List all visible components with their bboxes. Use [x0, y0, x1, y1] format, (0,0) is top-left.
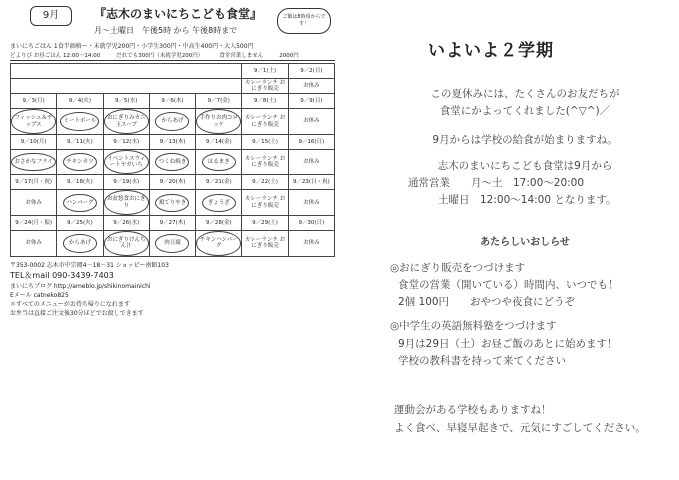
menu-item: はるまき	[202, 153, 236, 171]
menu-item: ミートボール	[60, 112, 99, 130]
email: Eメール catneko825	[10, 291, 69, 299]
price-line: まいにちごはん 1食半価格ー・未就学児200円・小学生300円・中高生400円・大人500円	[10, 43, 254, 50]
menu-item: おにぎりみカニ玉スープ	[104, 109, 149, 134]
notice-english: 学校の教科書を持って来てください	[398, 355, 566, 367]
menu-row: フィッシュ＆チップス ミートボール おにぎりみカニ玉スープ からあげ 手作りお肉コロッケ カレーランチ おにぎり販売 お休み	[11, 109, 335, 135]
menu-item: イベントスウィートヤガいち	[104, 150, 149, 175]
menu-item: フィッシュ＆チップス	[11, 109, 56, 134]
address: 〒353-0002 志木市中宗岡4－18－31 ショッピー南館103	[10, 261, 169, 269]
phone: TEL＆mail 090-3439-7403	[10, 270, 114, 280]
menu-item: お盆悠食おにぎり	[104, 190, 149, 215]
date-row: 9／10(月) 9／11(火) 9／12(水) 9／13(木) 9／14(金) 9／15(土) 9／16(日)	[11, 134, 335, 149]
notice-rice: ◎おにぎり販売をつづけます	[390, 262, 526, 274]
menu-item: つくね焼き	[155, 153, 189, 171]
menu-item: 鶏てりやき	[155, 194, 189, 212]
menu-flyer	[10, 6, 335, 476]
menu-row: カレーランチ おにぎり販売 お休み	[11, 79, 335, 94]
store-hours: 月～土曜日 午後5時 から 午後8時まで	[94, 26, 238, 35]
takeout-note: ＊すべてのメニューがお持ち帰りになれます	[10, 300, 130, 308]
menu-calendar	[10, 63, 335, 257]
menu-item: 手作りお肉コロッケ	[196, 109, 241, 134]
schedule-text: 土曜日 12:00～14:00 となります。	[438, 194, 617, 206]
notice-english: 9月は29日（土）お昼ご飯のあとに始めます！	[398, 338, 618, 350]
closing-text: 運動会がある学校もありますね！	[394, 404, 552, 416]
store-title: 『志木のまいにちこども食堂』	[94, 7, 263, 21]
notice-cloud: ご飯は8時頃からです！	[277, 8, 331, 34]
flyer-footer	[10, 261, 335, 318]
menu-item: おにぎりけんちん汁	[104, 231, 149, 256]
menu-row: おさかなフライ チキンカツ イベントスウィートヤガいち つくね焼き はるまき カレーランチ おにぎり販売 お休み	[11, 149, 335, 175]
news-panel	[380, 0, 670, 480]
date-row: 9／17(月・祝) 9／18(火) 9／19(水) 9／20(木) 9／21(金) 9／22(土) 9／23(日・祝)	[11, 175, 335, 190]
summer-text: 食堂にかよってくれました(^▽^)／	[439, 105, 611, 117]
flyer-header	[10, 6, 335, 46]
menu-item: ハンバーグ	[63, 194, 97, 212]
order-note: お弁当は直接ご注文後30分ほどでお渡しできます	[10, 309, 144, 317]
date-row: 9／1(土) 9／2(日)	[11, 64, 335, 79]
month-badge: 9月	[30, 6, 72, 26]
summer-text: この夏休みには、たくさんのお友だちが	[430, 88, 620, 100]
menu-item: チキンハンバーグ	[196, 231, 241, 256]
menu-item: おさかなフライ	[11, 153, 55, 171]
closing-text: よく食べ、早寝早起きで、元気にすごしてください。	[394, 422, 646, 434]
menu-row: お休み ハンバーグ お盆悠食おにぎり 鶏てりやき ぎょうざ カレーランチ おにぎり販売 お休み	[11, 190, 335, 216]
lunch-strip: どよりび お昼ごはん 12:00～14:00 だれでも300円（未就学児200円） 食堂営業しません 2000円	[10, 53, 335, 61]
lunch-text: 9月からは学校の給食が始まりますね。	[432, 134, 618, 146]
notice-english: ◎中学生の英語無料塾をつづけます	[390, 320, 557, 332]
blog-url: まいにちブログ http://ameblo.jp/shikinomainichi	[10, 282, 151, 290]
menu-row: お休み からあげ おにぎりけんちん汁 肉豆腐 チキンハンバーグ カレーランチ おにぎり販売 お休み	[11, 231, 335, 257]
date-row: 9／24(月・振) 9／25(火) 9／26(水) 9／27(木) 9／28(金) 9／29(土) 9／30(日)	[11, 216, 335, 231]
schedule-text: 通常営業 月～土 17:00～20:00	[408, 177, 585, 189]
notice-rice: 2個 100円 おやつや夜食にどうぞ	[398, 296, 576, 308]
date-row: 9／3(月) 9／4(火) 9／5(水) 9／6(木) 9／7(金) 9／8(土) 9／9(日)	[11, 94, 335, 109]
menu-item: 肉豆腐	[155, 234, 189, 252]
menu-item: チキンカツ	[63, 153, 97, 171]
schedule-text: 志木のまいにちこども食堂は9月から	[437, 160, 613, 172]
menu-item: からあげ	[155, 112, 189, 130]
menu-item: ぎょうざ	[202, 194, 236, 212]
notice-rice: 食堂の営業（開いている）時間内、いつでも！	[398, 279, 619, 291]
menu-item: からあげ	[63, 234, 97, 252]
term-title: いよいよ２学期	[428, 41, 554, 61]
section-heading: あたらしいおしらせ	[480, 237, 570, 248]
